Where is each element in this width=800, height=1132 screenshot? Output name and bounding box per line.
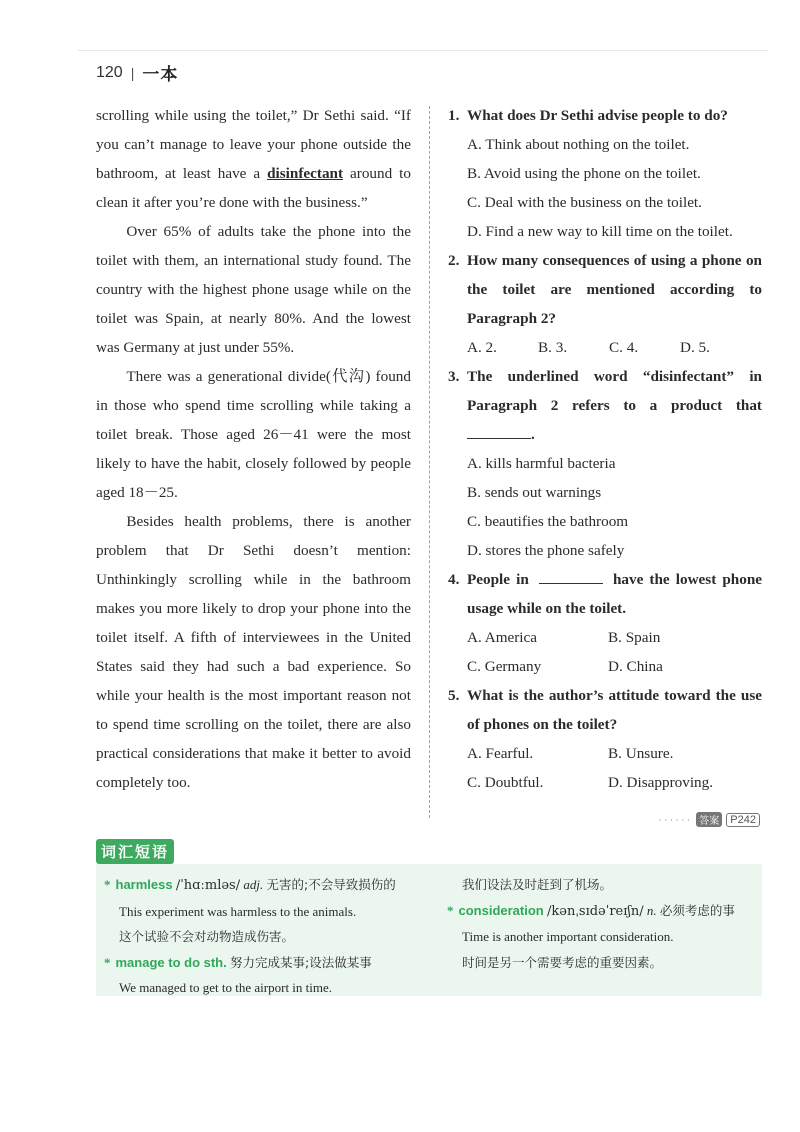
passage-paragraph-3: There was a generational divide(代沟) found in those who spend time scrolling while taking a toilet break. Those aged 26－41 were the most likely to have the habit, closely followed by people aged 18－25.: [96, 368, 411, 501]
option[interactable]: D. Disapproving.: [608, 774, 714, 791]
vocab-example-en: This experiment was harmless to the animals.: [119, 903, 357, 919]
question-4: [448, 565, 762, 681]
question-stem: What is the author’s attitude toward the use of phones on the toilet?: [467, 687, 762, 733]
star-icon: *: [104, 877, 111, 892]
header-separator: |: [130, 64, 135, 81]
vocab-column-left: [104, 872, 424, 1001]
top-rule: [78, 50, 768, 51]
question-number: 3.: [448, 368, 460, 385]
vocab-word: manage to do sth.: [115, 954, 227, 970]
vocab-part-of-speech: adj.: [243, 877, 264, 892]
option[interactable]: A. America: [467, 629, 538, 646]
vocab-meaning: 努力完成某事;设法做某事: [229, 954, 372, 970]
vocab-pronunciation: /ˈhɑːmləs/: [175, 878, 241, 893]
question-stem: People in have the lowest phone usage while on the toilet.: [467, 565, 762, 623]
star-icon: *: [447, 902, 454, 918]
vocab-example-zh: 这个试验不会对动物造成伤害。: [119, 929, 295, 944]
vocab-example-zh: 时间是另一个需要考虑的重要因素。: [462, 954, 663, 970]
option[interactable]: B. Spain: [608, 629, 661, 646]
brand-logo: 一本: [142, 65, 179, 85]
vocab-example-zh: 我们设法及时赶到了机场。: [462, 877, 613, 892]
question-number: 2.: [448, 252, 460, 269]
vocab-meaning: 无害的;不会导致损伤的: [266, 877, 396, 892]
vocab-example-en: Time is another important consideration.: [462, 929, 674, 944]
answer-badge: 答案: [696, 812, 722, 827]
question-stem: How many consequences of using a phone on the toilet are mentioned according to Paragraph 2?: [467, 252, 762, 327]
option[interactable]: D. Find a new way to kill time on the toilet.: [467, 223, 733, 240]
page-header: [96, 60, 178, 85]
option[interactable]: D. stores the phone safely: [467, 542, 625, 559]
option[interactable]: A. 2.: [467, 339, 497, 356]
option[interactable]: B. 3.: [538, 339, 568, 356]
question-stem: The underlined word “disinfectant” in Paragraph 2 refers to a product that .: [467, 368, 762, 443]
vocab-section-title: 词汇短语: [96, 839, 174, 864]
option[interactable]: D. 5.: [680, 339, 710, 356]
vocab-column-right: [447, 872, 757, 975]
answer-blank: [467, 420, 531, 439]
question-1: [448, 101, 762, 246]
question-stem: What does Dr Sethi advise people to do?: [467, 107, 728, 124]
question-5: [448, 681, 762, 797]
question-number: 1.: [448, 107, 460, 124]
option[interactable]: D. China: [608, 658, 663, 675]
vocab-word: harmless: [115, 877, 173, 892]
vocab-box: [96, 864, 762, 996]
passage-paragraph-1: scrolling while using the toilet,” Dr Sethi said. “If you can’t manage to leave your phone outside the bathroom, at least have a disinfectant around to clean it after you’re done with the business.”: [96, 107, 411, 211]
vocab-entry: [447, 898, 757, 925]
passage-paragraph-2: Over 65% of adults take the phone into the toilet with them, an international study found. The country with the highest phone usage while on the toilet was Spain, at nearly 80%. And the lowest was Germany at just under 55%.: [96, 223, 411, 356]
vocab-entry: [104, 872, 424, 899]
answer-page-link[interactable]: P242: [726, 813, 760, 827]
option[interactable]: C. Germany: [467, 658, 542, 675]
option[interactable]: A. Think about nothing on the toilet.: [467, 136, 690, 153]
star-icon: *: [104, 954, 111, 970]
question-number: 5.: [448, 687, 460, 704]
page-number: 120: [96, 63, 123, 81]
vocab-entry: [104, 950, 424, 976]
option[interactable]: C. beautifies the bathroom: [467, 513, 629, 530]
option[interactable]: C. Doubtful.: [467, 774, 544, 791]
column-divider: [429, 106, 430, 818]
vocab-example-en: We managed to get to the airport in time.: [119, 980, 333, 995]
option[interactable]: A. Fearful.: [467, 745, 534, 762]
vocab-part-of-speech: n.: [646, 902, 657, 918]
option[interactable]: B. Avoid using the phone on the toilet.: [467, 165, 701, 182]
option[interactable]: A. kills harmful bacteria: [467, 455, 616, 472]
passage-paragraph-4: Besides health problems, there is another problem that Dr Sethi doesn’t mention: Unthinkingly scrolling while in the bathroom makes you more likely to drop your phone into the toilet itself. A fifth of interviewees in the United States said they had such a bad experience. So while your health is the most important reason not to spend time scrolling on the toilet, there are also practical considerations that make it better to avoid completely too.: [96, 513, 411, 791]
underlined-word: disinfectant: [267, 165, 344, 182]
answer-blank: [539, 565, 603, 584]
questions-column: [448, 101, 762, 797]
vocab-word: consideration: [458, 902, 544, 918]
reading-passage: [96, 101, 411, 797]
question-2: [448, 246, 762, 362]
option[interactable]: B. Unsure.: [608, 745, 674, 762]
vocab-meaning: 必须考虑的事: [659, 902, 735, 918]
option[interactable]: C. 4.: [609, 339, 639, 356]
option[interactable]: B. sends out warnings: [467, 484, 602, 501]
option[interactable]: C. Deal with the business on the toilet.: [467, 194, 702, 211]
leader-dots: ······: [658, 813, 693, 826]
question-3: [448, 362, 762, 565]
question-number: 4.: [448, 571, 460, 588]
vocab-pronunciation: /kənˌsɪdəˈreɪʃn/: [547, 903, 644, 919]
answer-reference[interactable]: [658, 812, 760, 827]
